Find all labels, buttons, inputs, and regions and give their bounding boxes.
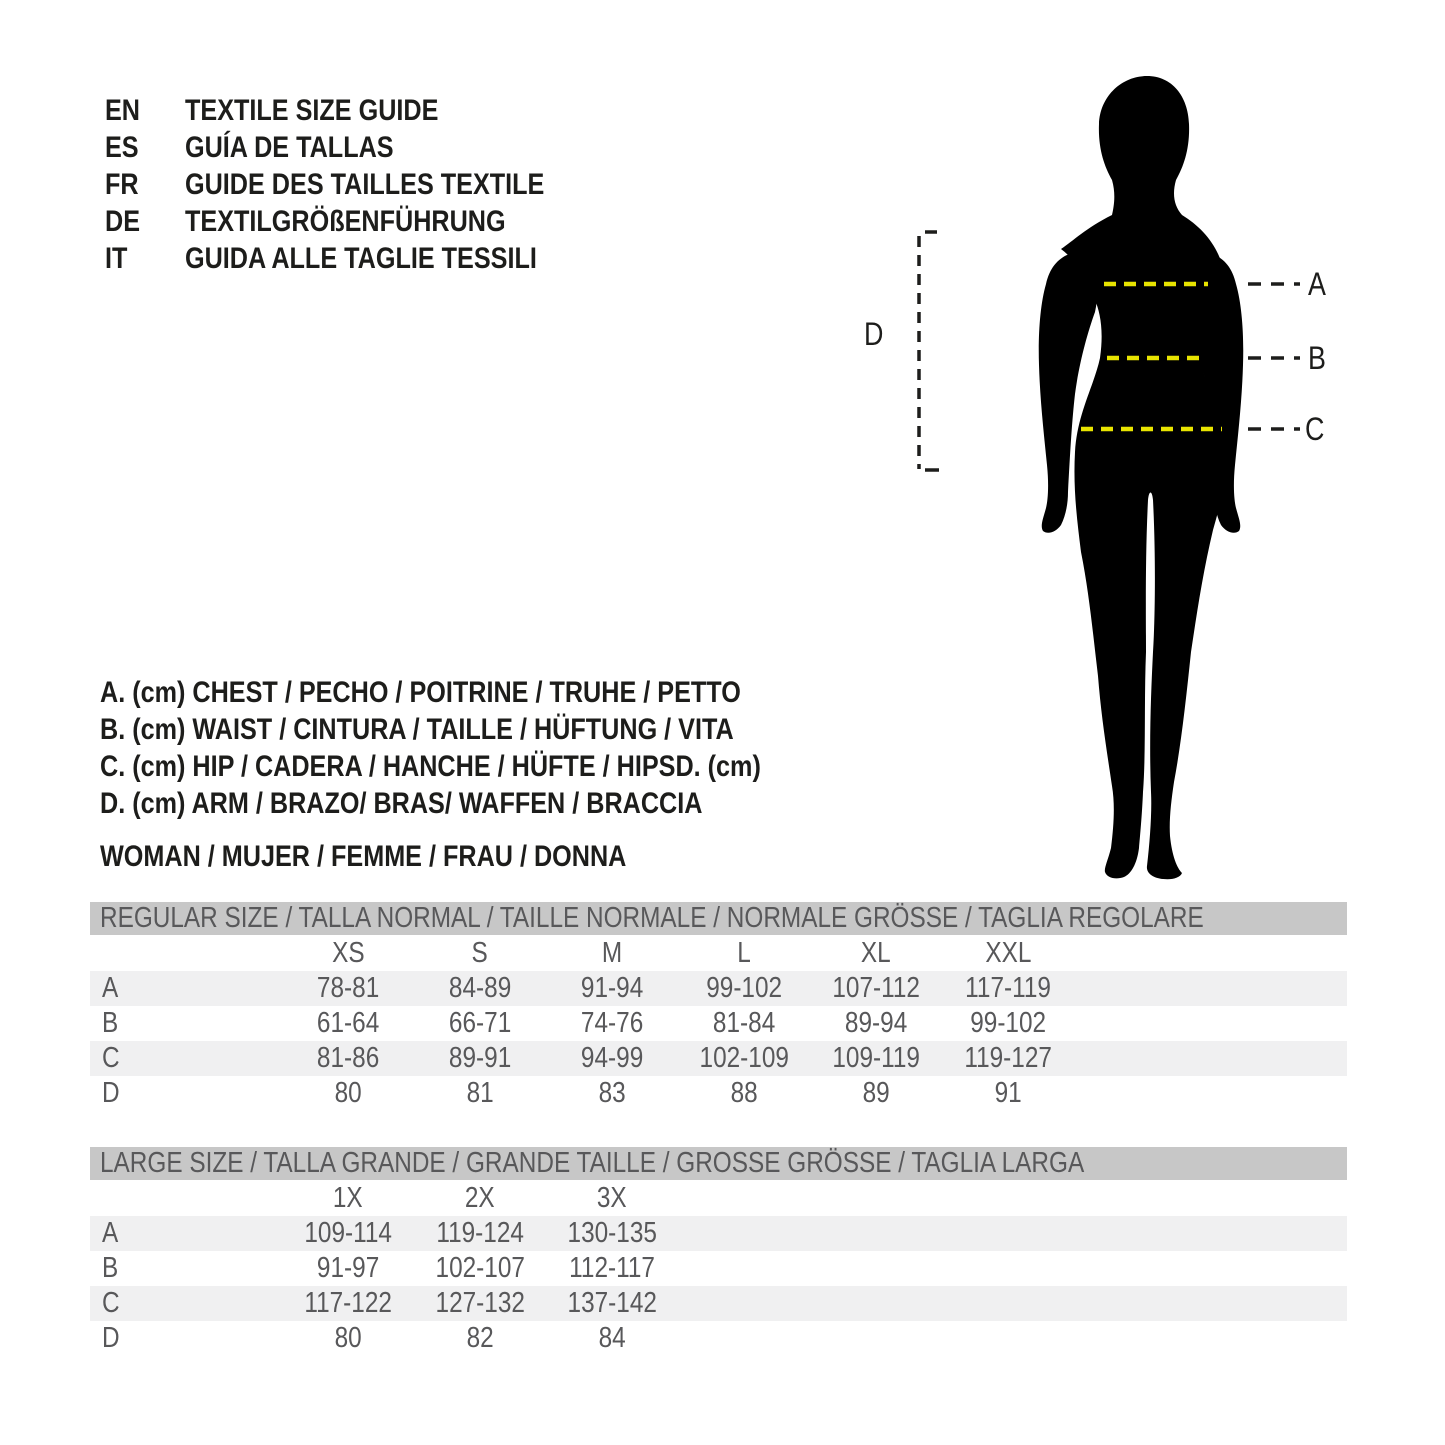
measurement-line-arm: D. (cm) ARM / BRAZO/ BRAS/ WAFFEN / BRACCIA	[100, 787, 703, 820]
measurement-line-waist: B. (cm) WAIST / CINTURA / TAILLE / HÜFTUNG / VITA	[100, 713, 734, 746]
table-cell: 84	[598, 1322, 626, 1354]
table-cell: 84-89	[448, 972, 512, 1004]
size-col-header: 2X	[465, 1181, 495, 1214]
table-row	[90, 1041, 1347, 1076]
row-label: C	[102, 1287, 120, 1319]
large-size-table	[90, 1147, 1347, 1356]
table-cell: 82	[466, 1322, 494, 1354]
guide-title: TEXTILGRÖßENFÜHRUNG	[185, 205, 506, 238]
size-col-header: L	[737, 936, 751, 969]
table-row	[90, 1006, 1347, 1041]
table-cell: 78-81	[316, 972, 380, 1004]
hip-label: C	[1305, 411, 1325, 447]
table-cell: 88	[730, 1077, 758, 1109]
table-row	[90, 1076, 1347, 1111]
size-col-header: S	[471, 936, 489, 969]
row-label: B	[102, 1252, 119, 1284]
row-label: B	[102, 1007, 119, 1039]
table-cell: 99-102	[970, 1007, 1046, 1039]
row-label: D	[102, 1322, 120, 1354]
row-label: D	[102, 1077, 120, 1109]
language-code: EN	[105, 94, 141, 127]
table-cell: 109-114	[304, 1217, 392, 1249]
table-cell: 81	[466, 1077, 494, 1109]
table-cell: 137-142	[567, 1287, 657, 1319]
waist-label: B	[1308, 340, 1326, 376]
table-cell: 99-102	[706, 972, 782, 1004]
table-cell: 117-119	[965, 972, 1051, 1004]
table-cell: 91-94	[580, 972, 644, 1004]
guide-title: GUIDE DES TAILLES TEXTILE	[185, 168, 545, 201]
table-row	[90, 1321, 1347, 1356]
guide-title: GUÍA DE TALLAS	[185, 131, 394, 164]
row-label: A	[102, 972, 119, 1004]
table-cell: 127-132	[435, 1287, 525, 1319]
table-row	[90, 1286, 1347, 1321]
table-cell: 119-124	[436, 1217, 524, 1249]
table-cell: 80	[334, 1322, 362, 1354]
language-code: IT	[105, 242, 128, 275]
woman-silhouette	[1061, 76, 1224, 879]
arm-label: D	[864, 316, 884, 352]
regular-size-table-header: REGULAR SIZE / TALLA NORMAL / TAILLE NORMALE / NORMALE GRÖSSE / TAGLIA REGOLARE	[90, 902, 1347, 935]
guide-title: TEXTILE SIZE GUIDE	[185, 94, 439, 127]
table-cell: 74-76	[580, 1007, 644, 1039]
language-code: FR	[105, 168, 139, 201]
size-col-header: 3X	[597, 1181, 627, 1214]
row-label: C	[102, 1042, 120, 1074]
guide-title: GUIDA ALLE TAGLIE TESSILI	[185, 242, 537, 275]
table-row	[90, 1251, 1347, 1286]
table-cell: 89-91	[448, 1042, 512, 1074]
table-cell: 102-109	[699, 1042, 789, 1074]
table-cell: 81-84	[712, 1007, 776, 1039]
large-size-table-header: LARGE SIZE / TALLA GRANDE / GRANDE TAILLE / GROSSE GRÖSSE / TAGLIA LARGA	[90, 1147, 1347, 1180]
table-cell: 109-119	[832, 1042, 920, 1074]
table-cell: 81-86	[316, 1042, 380, 1074]
table-cell: 61-64	[316, 1007, 380, 1039]
size-col-header: M	[601, 936, 623, 969]
table-cell: 130-135	[567, 1217, 657, 1249]
table-cell: 119-127	[964, 1042, 1052, 1074]
chest-label: A	[1308, 266, 1326, 302]
table-cell: 80	[334, 1077, 362, 1109]
gender-line: WOMAN / MUJER / FEMME / FRAU / DONNA	[100, 840, 627, 873]
table-row	[90, 971, 1347, 1006]
table-cell: 89	[862, 1077, 890, 1109]
size-col-header: 1X	[333, 1181, 363, 1214]
size-col-header: XS	[331, 936, 365, 969]
language-code: DE	[105, 205, 141, 238]
size-col-header: XXL	[984, 936, 1032, 969]
size-col-header: XL	[861, 936, 891, 969]
size-header-row	[90, 935, 1347, 971]
regular-size-table	[90, 902, 1347, 1111]
table-cell: 112-117	[569, 1252, 655, 1284]
size-header-row	[90, 1180, 1347, 1216]
table-cell: 94-99	[580, 1042, 644, 1074]
table-cell: 66-71	[448, 1007, 512, 1039]
table-cell: 83	[598, 1077, 626, 1109]
table-cell: 117-122	[304, 1287, 392, 1319]
table-cell: 89-94	[844, 1007, 908, 1039]
measurement-descriptions	[100, 674, 887, 822]
language-code: ES	[105, 131, 139, 164]
table-row	[90, 1216, 1347, 1251]
measurement-line-hip: C. (cm) HIP / CADERA / HANCHE / HÜFTE / HIPSD. (cm)	[100, 750, 761, 783]
table-cell: 107-112	[832, 972, 920, 1004]
measurement-line-chest: A. (cm) CHEST / PECHO / POITRINE / TRUHE / PETTO	[100, 676, 741, 709]
table-cell: 102-107	[435, 1252, 525, 1284]
row-label: A	[102, 1217, 119, 1249]
table-cell: 91-97	[316, 1252, 380, 1284]
table-cell: 91	[994, 1077, 1022, 1109]
